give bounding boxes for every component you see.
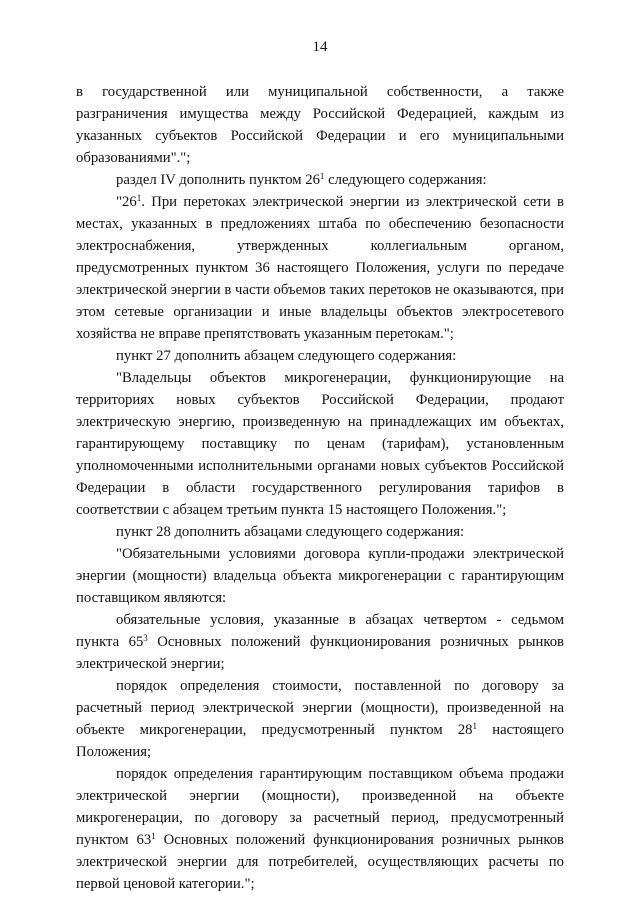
text-run: раздел IV дополнить пунктом 26 [116, 172, 320, 188]
text-run: "Владельцы объектов микрогенерации, функционирующие на территориях новых субъектов Российской Федерации, продают электрическую энергию, произведенную на принадлежащих им объектах, гарантирующему поставщику по ценам (тарифам), установленным уполномоченными исполнительными органами новых субъектов Российской Федерации в области государственного регулирования тарифов в соответствии с абзацем третьим пункта 15 настоящего Положения."; [76, 370, 564, 518]
text-run: Основных положений функционирования розничных рынков электрической энергии для потребителей, осуществляющих расчеты по первой ценовой категории."; [76, 832, 564, 892]
paragraph [76, 609, 564, 675]
document-body [76, 81, 564, 895]
text-run: обязательные условия, указанные в абзацах четвертом - седьмом пункта 65 [76, 612, 564, 650]
paragraph [76, 675, 564, 763]
text-run: пункт 27 дополнить абзацем следующего содержания: [116, 348, 457, 364]
paragraph [76, 543, 564, 609]
paragraph [76, 345, 564, 367]
superscript: 1 [151, 831, 156, 841]
paragraph [76, 81, 564, 169]
text-run: порядок определения гарантирующим поставщиком объема продажи электрической энергии (мощности), произведенной на объекте микрогенерации, по договору за расчетный период, предусмотренный пунктом 63 [76, 766, 564, 848]
paragraph [76, 367, 564, 521]
page-number: 14 [312, 39, 328, 55]
text-run: . При перетоках электрической энергии из электрической сети в местах, указанных в предложениях штаба по обеспечению безопасности электроснабжения, утвержденных коллегиальным органом, предусмотренных пунктом 36 настоящего Положения, услуги по передаче электрической энергии в части объемов таких перетоков не оказываются, при этом сетевые организации и иные владельцы объектов электросетевого хозяйства не вправе препятствовать указанным перетокам."; [76, 194, 564, 342]
paragraph [76, 763, 564, 895]
text-run: настоящего Положения; [76, 722, 564, 760]
paragraph [76, 169, 564, 191]
paragraph [76, 521, 564, 543]
superscript: 1 [136, 193, 142, 203]
text-run: в государственной или муниципальной собственности, а также разграничения имущества между Российской Федерацией, каждым из указанных субъектов Российской Федерации и его муниципальными образованиями"."; [76, 84, 564, 166]
text-run: "Обязательными условиями договора купли-продажи электрической энергии (мощности) владельца объекта микрогенерации с гарантирующим поставщиком являются: [76, 546, 564, 606]
text-run: порядок определения стоимости, поставленной по договору за расчетный период электрической энергии (мощности), произведенной на объекте микрогенерации, предусмотренный пунктом 28 [76, 678, 564, 738]
text-run: "26 [116, 194, 137, 210]
text-run: Основных положений функционирования розничных рынков электрической энергии; [76, 634, 564, 672]
paragraph [76, 191, 564, 345]
superscript: 1 [472, 721, 478, 731]
superscript: 3 [143, 633, 148, 643]
text-run: следующего содержания: [324, 172, 487, 188]
superscript: 1 [319, 171, 325, 181]
text-run: пункт 28 дополнить абзацами следующего содержания: [116, 524, 465, 540]
